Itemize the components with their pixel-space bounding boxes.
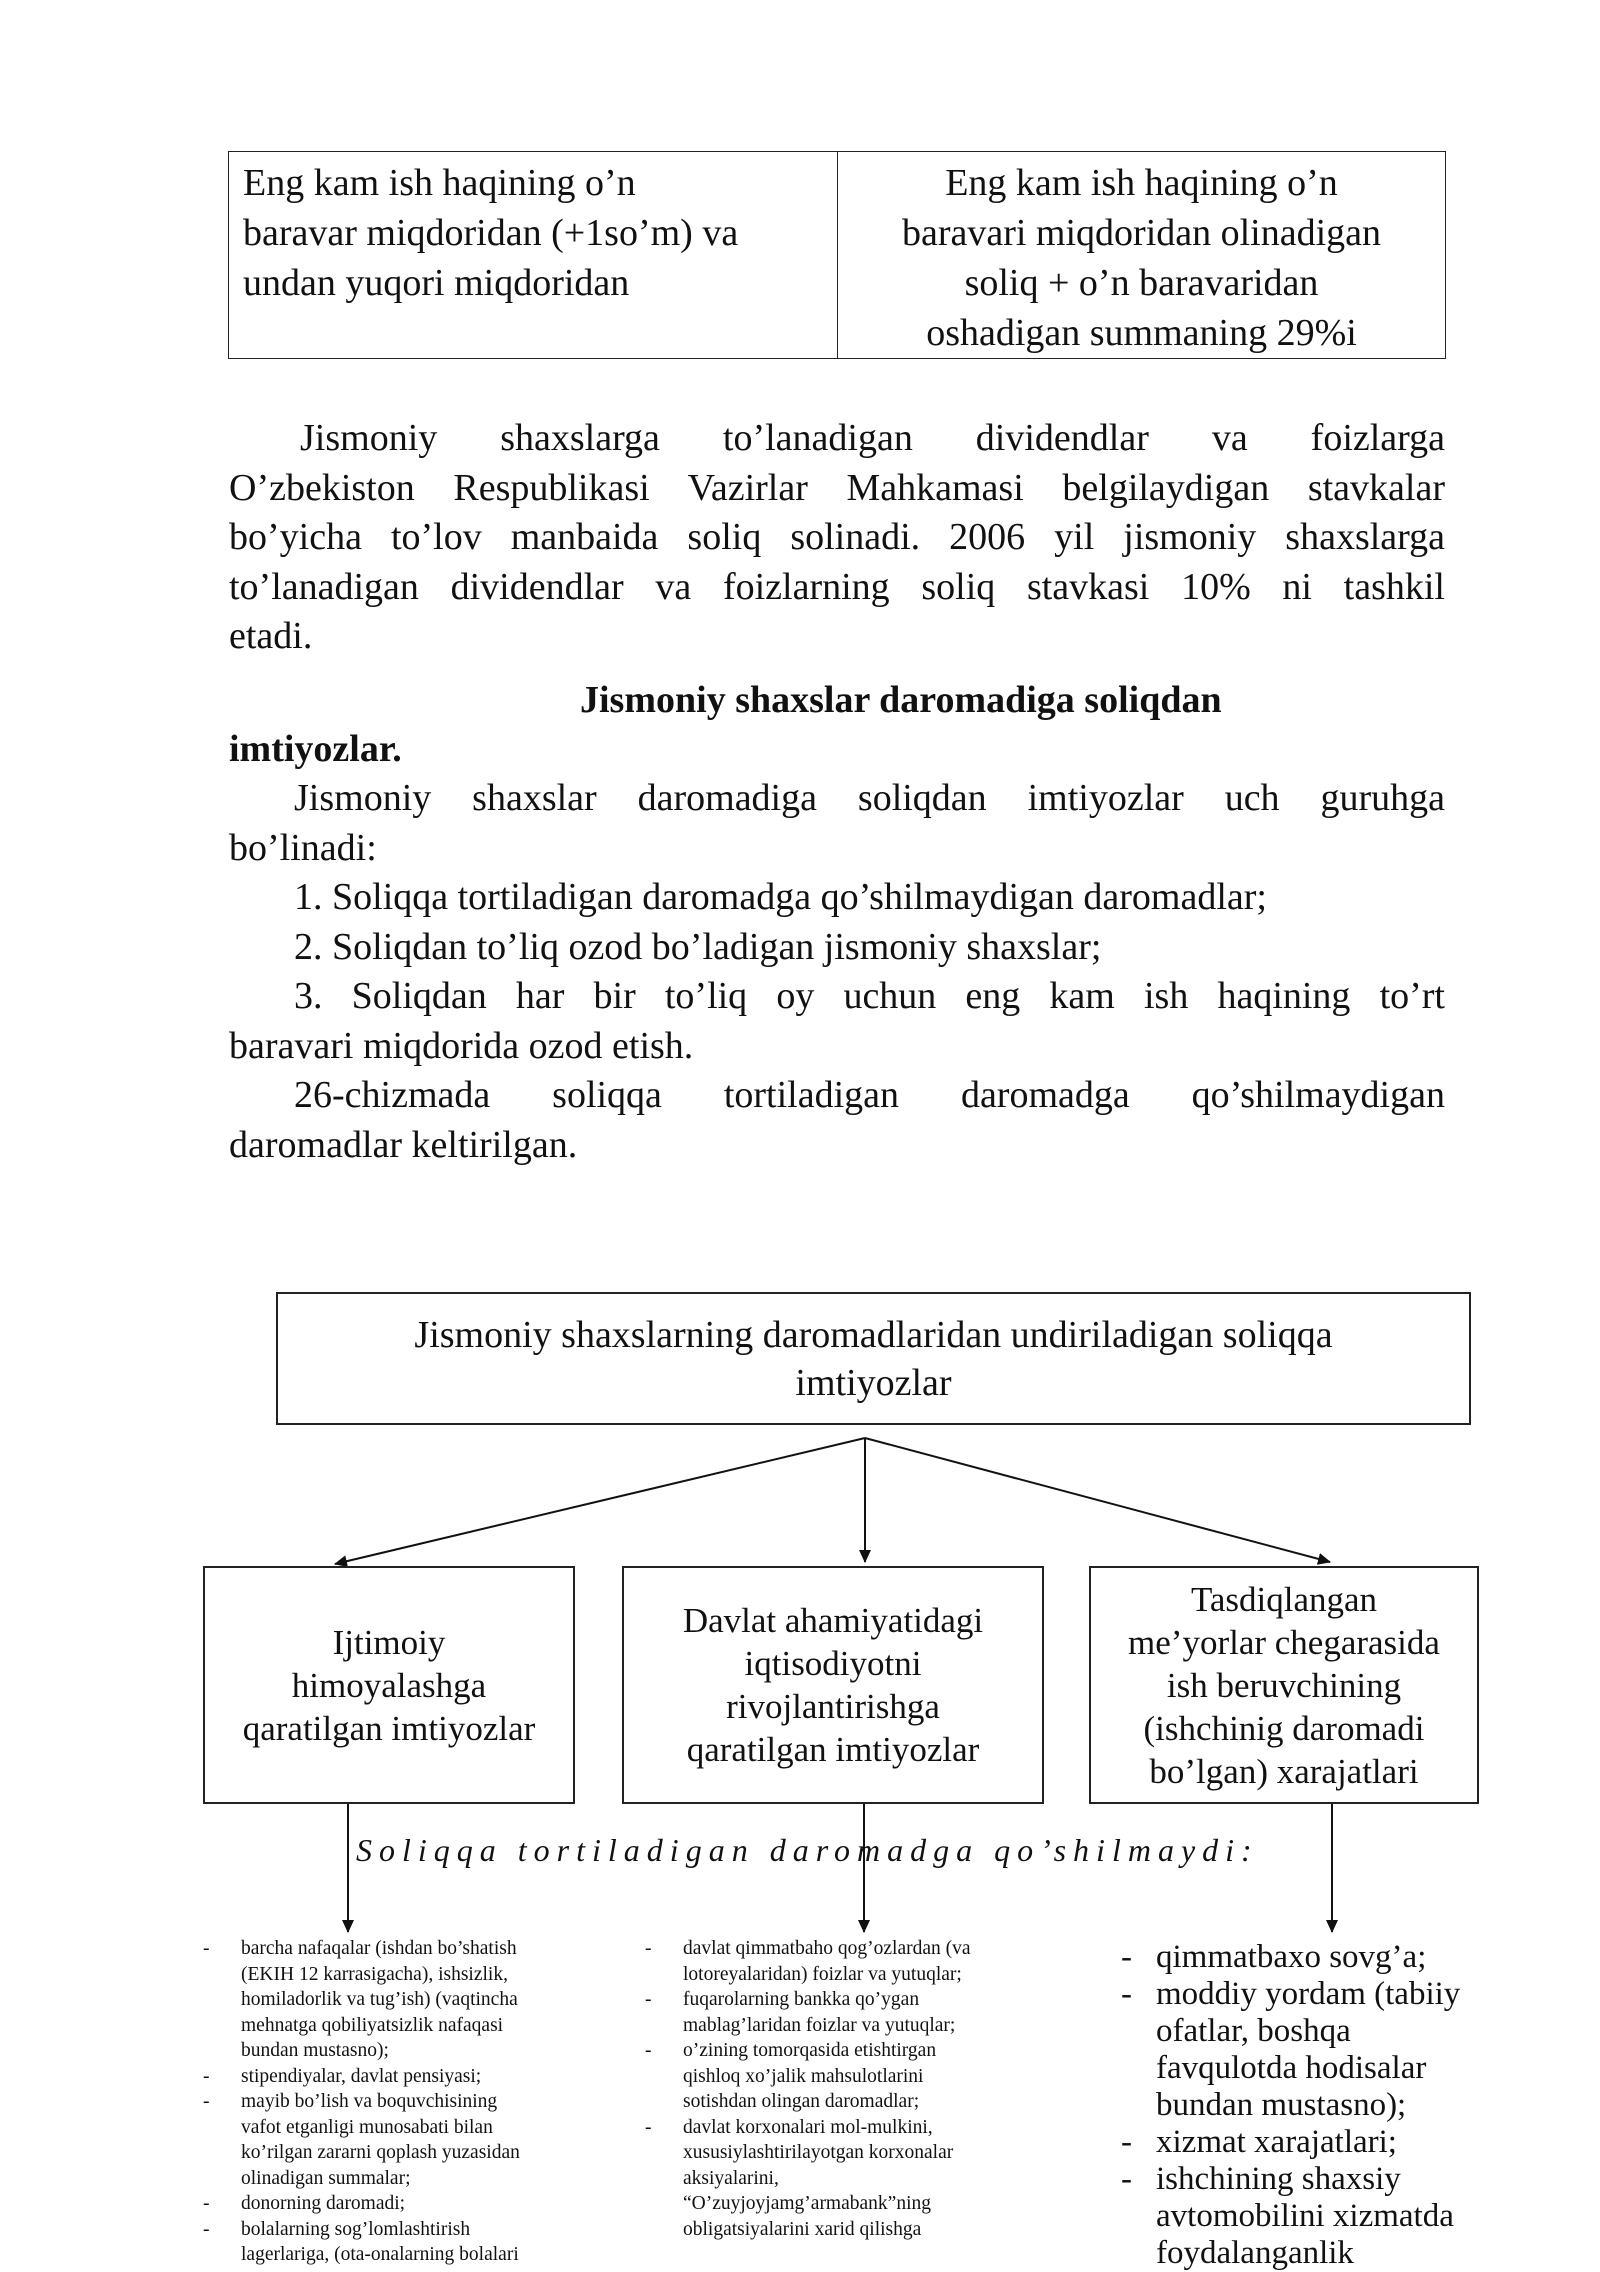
list-line: bundan mustasno); — [241, 2040, 389, 2061]
cell-line: baravar miqdoridan (+1so’m) va — [243, 212, 739, 254]
bullet-dash: - — [1121, 1939, 1132, 1975]
list-item — [203, 2089, 573, 2191]
list-item — [203, 1936, 573, 2064]
list-line: olinadigan summalar; — [241, 2167, 411, 2189]
list-line: homiladorlik va tug’ish) (vaqtincha — [241, 1989, 518, 2010]
text-line: bo’yicha to’lov manbaida soliq solinadi. 2006 yil jismoniy shaxslarga — [229, 516, 1445, 558]
list-line: ko’rilgan zararni qoplash yuzasidan — [241, 2142, 520, 2163]
text-line: Jismoniy shaxslar daromadiga soliqdan imtiyozlar uch guruhga — [294, 777, 1445, 819]
diagram-banner: Soliqqa tortiladigan daromadga qo’shilmaydi: — [356, 1832, 1259, 1868]
text-line: to’lanadigan dividendlar va foizlarning soliq stavkasi 10% ni tashkil — [229, 565, 1445, 608]
box-line: ish beruvchining — [1166, 1665, 1402, 1705]
diagram-top-box — [276, 1292, 1471, 1425]
list-line: sotishdan olingan daromadlar; — [683, 2091, 920, 2112]
bullet-dash: - — [1121, 1976, 1132, 2012]
list-item — [645, 1987, 1045, 2038]
box-line: Davlat ahamiyatidagi — [682, 1601, 984, 1640]
list-line: qishloq xo’jalik mahsulotlarini — [683, 2065, 924, 2087]
list-item — [645, 1936, 1045, 1987]
list-line: moddiy yordam (tabiiy — [1156, 1976, 1461, 2012]
box-line: rivojlantirishga — [726, 1687, 940, 1726]
cell-line: Eng kam ish haqining o’n — [945, 162, 1338, 204]
diagram-box-social-protection — [203, 1566, 575, 1804]
list-line: avtomobilini xizmatda — [1156, 2198, 1454, 2234]
list-item: 2. Soliqdan to’liq ozod bo’ladigan jismoniy shaxslar; — [294, 925, 1102, 968]
bullet-dash: - — [645, 2040, 652, 2061]
box-line: me’yorlar chegarasida — [1128, 1622, 1440, 1662]
list-item: 1. Soliqqa tortiladigan daromadga qo’shilmaydigan daromadlar; — [294, 876, 1267, 918]
diagram-box-economic-development — [622, 1566, 1044, 1804]
bullet-dash: - — [645, 1938, 652, 1959]
list-line: aksiyalarini, — [683, 2167, 779, 2189]
box-line: imtiyozlar — [795, 1361, 952, 1404]
bullet-dash: - — [645, 1989, 652, 2010]
bullet-dash: - — [203, 2091, 210, 2112]
list-line: qimmatbaxo sovg’a; — [1156, 1939, 1427, 1975]
list-line: vafot etganligi munosabati bilan — [241, 2116, 493, 2138]
text-line: etadi. — [229, 615, 313, 657]
list-line: fuqarolarning bankka qo’ygan — [683, 1989, 920, 2010]
text-line: daromadlar keltirilgan. — [229, 1123, 578, 1166]
list-employer-expenses — [1121, 1939, 1481, 2272]
box-line: qaratilgan imtiyozlar — [686, 1730, 980, 1769]
cell-line: undan yuqori miqdoridan — [243, 262, 630, 304]
list-item — [1121, 2124, 1481, 2161]
box-line: himoyalashga — [291, 1665, 487, 1705]
arrow-to-left-box — [335, 1438, 865, 1564]
list-line: foydalanganlik — [1156, 2235, 1354, 2271]
list-line: mehnatga qobiliyatsizlik nafaqasi — [241, 2014, 504, 2036]
list-item — [645, 2115, 1045, 2243]
list-line: mayib bo’lish va boquvchisining — [241, 2091, 498, 2112]
diagram-box-employer-expenses — [1089, 1566, 1479, 1804]
list-line: xususiylashtirilayotgan korxonalar — [683, 2142, 954, 2163]
list-economic-development — [645, 1936, 1045, 2242]
text-line: bo’linadi: — [229, 826, 377, 869]
bullet-dash: - — [645, 2116, 652, 2138]
list-line: o’zining tomorqasida etishtirgan — [683, 2040, 937, 2061]
list-line: donorning daromadi; — [241, 2193, 406, 2214]
list-line: bolalarning sog’lomlashtirish — [241, 2218, 471, 2240]
list-line: davlat korxonalari mol-mulkini, — [683, 2116, 933, 2138]
bullet-dash: - — [203, 2065, 210, 2087]
box-line: (ishchinig daromadi — [1143, 1708, 1425, 1748]
text-line: Jismoniy shaxslarga to’lanadigan dividendlar va foizlarga — [300, 417, 1445, 459]
list-line: davlat qimmatbaho qog’ozlardan (va — [683, 1938, 971, 1959]
bullet-dash: - — [203, 1938, 210, 1959]
box-line: bo’lgan) xarajatlari — [1149, 1751, 1419, 1791]
list-line: lotoreyalaridan) foizlar va yutuqlar; — [683, 1963, 962, 1985]
box-line: iqtisodiyotni — [744, 1644, 922, 1683]
list-item — [203, 2191, 573, 2217]
list-item — [1121, 1976, 1481, 2124]
bullet-dash: - — [203, 2218, 210, 2240]
list-item — [203, 2064, 573, 2090]
text-line: 26-chizmada soliqqa tortiladigan daromadga qo’shilmaydigan — [294, 1074, 1445, 1116]
cell-line: baravari miqdoridan olinadigan — [901, 212, 1382, 254]
list-line: mablag’laridan foizlar va yutuqlar; — [683, 2014, 956, 2036]
list-social-protection — [203, 1936, 573, 2268]
list-line: stipendiyalar, davlat pensiyasi; — [241, 2065, 482, 2087]
arrow-to-right-box — [865, 1438, 1330, 1562]
box-line: qaratilgan imtiyozlar — [242, 1708, 536, 1748]
list-line: obligatsiyalarini xarid qilishga — [683, 2218, 922, 2240]
list-line: ofatlar, boshqa — [1156, 2013, 1351, 2049]
list-item-continued: baravari miqdorida ozod etish. — [229, 1024, 694, 1067]
list-line: bundan mustasno); — [1156, 2087, 1407, 2123]
list-item: 3. Soliqdan har bir to’liq oy uchun eng kam ish haqining to’rt — [294, 975, 1445, 1017]
cell-line: Eng kam ish haqining o’n — [243, 162, 636, 204]
box-line: Tasdiqlangan — [1190, 1579, 1378, 1619]
list-line: barcha nafaqalar (ishdan bo’shatish — [241, 1938, 517, 1959]
list-line: “O’zuyjoyjamg’armabank”ning — [683, 2193, 931, 2214]
list-item — [203, 2217, 573, 2268]
list-line: xizmat xarajatlari; — [1156, 2124, 1397, 2160]
cell-line: soliq + o’n baravaridan — [964, 262, 1319, 304]
list-line: lagerlariga, (ota-onalarning bolalari — [241, 2244, 519, 2265]
box-line: Ijtimoiy — [332, 1622, 446, 1662]
bullet-dash: - — [203, 2193, 210, 2214]
list-item — [1121, 1939, 1481, 1976]
list-item — [1121, 2161, 1481, 2272]
list-line: (EKIH 12 karrasigacha), ishsizlik, — [241, 1963, 508, 1985]
list-line: favqulotda hodisalar — [1156, 2050, 1427, 2086]
bullet-dash: - — [1121, 2161, 1132, 2197]
list-item — [645, 2038, 1045, 2115]
section-heading-continued: imtiyozlar. — [229, 728, 402, 770]
text-line: O’zbekiston Respublikasi Vazirlar Mahkamasi belgilaydigan stavkalar — [229, 466, 1445, 509]
list-line: ishchining shaxsiy — [1156, 2161, 1401, 2197]
box-line: Jismoniy shaxslarning daromadlaridan undiriladigan soliqqa — [414, 1313, 1333, 1356]
bullet-dash: - — [1121, 2124, 1132, 2160]
section-heading: Jismoniy shaxslar daromadiga soliqdan — [580, 679, 1222, 721]
cell-line: oshadigan summaning 29%i — [926, 312, 1357, 354]
